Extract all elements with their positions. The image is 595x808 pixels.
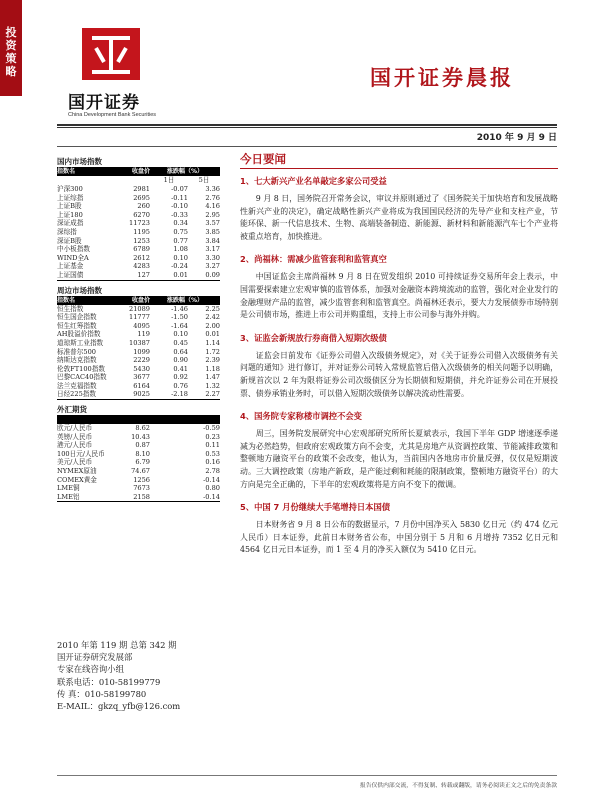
row-change-1d: -2.18 [171, 390, 188, 399]
row-close: 1256 [133, 475, 150, 484]
row-change-1d: 0.75 [173, 227, 188, 236]
row-change-5d: 3.17 [205, 245, 220, 254]
row-close: 2612 [133, 253, 150, 262]
table-row [57, 467, 220, 476]
row-close: 0.87 [135, 441, 150, 450]
table-row [57, 484, 220, 493]
header-rule-thin [57, 127, 557, 128]
domestic-table-header [57, 167, 220, 176]
news-item-body: 中国证监会主席尚福林 9 月 8 日在贸发组织 2010 可持续证券交易所年会上表示，中国需要探索建立宏观审慎的监管体系，加强对金融资本跨境流动的监管，强化对企业发行的金融理财产品的监管，减少监管套利和监管真空。尚福林还表示，要大力发展债券市场特别是公司债市场，推进上市公司并购重组，支持上市公司参与海外并购。 [240, 272, 558, 320]
row-name: 上证B股 [57, 202, 82, 211]
row-change-5d: -0.59 [203, 424, 220, 433]
row-name: 上证基金 [57, 262, 84, 271]
row-change-5d: 0.53 [205, 449, 220, 458]
row-close: 6789 [133, 245, 150, 254]
row-change-5d: 0.09 [205, 270, 220, 279]
tab-char: 资 [5, 39, 17, 52]
row-change-1d: -0.24 [171, 262, 188, 271]
news-list [240, 175, 558, 557]
logo-text-cn: 国开证券 [68, 93, 140, 113]
global-title: 周边市场指数 [57, 285, 102, 295]
col-close: 收盘价 [131, 296, 150, 304]
fx-table [57, 424, 220, 502]
row-close: 6164 [133, 381, 150, 390]
table-row [57, 322, 220, 331]
row-change-5d: 0.01 [205, 330, 220, 339]
news-item-title: 2、尚福林：需减少监管套利和监管真空 [240, 254, 387, 265]
row-close: 119 [137, 330, 150, 339]
row-close: 6.79 [135, 458, 150, 467]
row-change-1d: 0.76 [173, 381, 188, 390]
news-item-title: 5、中国 7 月份继续大手笔增持日本国债 [240, 502, 391, 513]
disclaimer: 报告仅供内部交流，不得复制、转载或翻版，请务必阅读正文之后的免责条款 [359, 783, 557, 789]
news-item-body: 证监会日前发布《证券公司借入次级债务规定》，对《关于证券公司借入次级债务有关问题的通知》进行修订，并对证券公司转入常规监管后借入次级债务的相关问题予以明确，新规首次以 2 年为限将证券公司次级债区分为长期债和短期债，并允许证券公司在开展投票、债券承销业务时，可以借入短期次级债务以解决流动性需要。 [240, 350, 558, 398]
news-heading-rule [240, 168, 558, 169]
table-row [57, 202, 220, 211]
row-change-1d [150, 467, 188, 476]
row-name: 恒生指数 [57, 304, 84, 313]
global-table-header [57, 296, 220, 305]
phone: 联系电话：010-58199779 [57, 676, 161, 687]
row-change-1d: 0.90 [173, 356, 188, 365]
row-close: 2981 [133, 185, 150, 193]
row-name: 100日元/人民币 [57, 449, 105, 458]
row-change-5d: -0.14 [203, 475, 220, 484]
row-change-1d: 0.92 [173, 373, 188, 382]
row-close: 127 [137, 270, 150, 279]
row-close: 11777 [129, 313, 150, 322]
news-item-title: 1、七大新兴产业名单敲定多家公司受益 [240, 176, 387, 186]
table-row [57, 424, 220, 433]
row-change-5d: 2.39 [205, 356, 220, 365]
row-name: 深综指 [57, 227, 77, 236]
row-close: 10387 [129, 338, 150, 347]
table-row [57, 476, 220, 485]
row-name: AH股溢价指数 [57, 330, 101, 339]
row-change-1d: -1.50 [171, 313, 188, 322]
row-change-1d: 0.41 [173, 364, 188, 373]
row-change-5d: 2.78 [205, 467, 220, 476]
row-change-5d: 1.32 [205, 381, 220, 390]
row-close: 21089 [129, 304, 150, 313]
row-change-5d: 4.16 [205, 202, 220, 211]
row-close: 6270 [133, 210, 150, 219]
row-change-1d [150, 484, 188, 493]
col-change: 涨跌幅（%） [166, 296, 203, 304]
domestic-table [57, 185, 220, 281]
row-change-5d: 2.42 [205, 313, 220, 322]
row-change-5d: 2.95 [205, 210, 220, 219]
table-row [57, 433, 220, 442]
table-row [57, 262, 220, 271]
row-close: 9025 [133, 390, 150, 399]
row-change-1d: -0.07 [171, 185, 188, 193]
news-item-body: 周三，国务院发展研究中心宏观部研究所所长夏斌表示，我国下半年 GDP 增速逐季递减为必然趋势，但政府宏观政策方向不会变，尤其是房地产从资调控政策、节能减排政策和整顿地方融资平台的政策不会改变，他认为，当前国内各地房市价量反弹，仅仅是短期波动。三大调控政策（房地产新政，是产能过剩和耗能的限制政策，整顿地方融资平台）的大方向是完全正确的，下半年的宏观政策将是方向不变下的微调。 [240, 429, 558, 489]
row-name: 美元/人民币 [57, 458, 93, 467]
row-close: 74.67 [131, 467, 150, 476]
row-name: 中小板指数 [57, 245, 90, 254]
table-row [57, 211, 220, 220]
global-table [57, 305, 220, 401]
row-change-5d: -0.14 [203, 492, 220, 501]
row-change-5d: 2.25 [205, 304, 220, 313]
table-row [57, 330, 220, 339]
report-date: 2010 年 9 月 9 日 [476, 133, 557, 143]
domestic-title: 国内市场指数 [57, 157, 102, 166]
sub-1d: 1日 [163, 176, 175, 184]
table-row [57, 254, 220, 263]
fax: 传 真：010-58199780 [57, 688, 147, 699]
logo-text-en: China Development Bank Securities [68, 112, 157, 118]
row-change-5d: 3.30 [205, 253, 220, 262]
table-row [57, 305, 220, 314]
row-name: 上证国债 [57, 270, 84, 279]
news-heading: 今日要闻 [240, 152, 286, 166]
market-sidebar [57, 156, 220, 506]
row-name: 道琼斯工业指数 [57, 338, 104, 347]
row-name: LME铝 [57, 492, 80, 501]
row-close: 1099 [133, 347, 150, 356]
news-column [240, 147, 558, 567]
row-close: 4283 [133, 262, 150, 271]
news-item-body: 9 月 8 日，国务院召开常务会议，审议并原则通过了《国务院关于加快培育和发展战略性新兴产业的决定》，确定战略性新兴产业将成为我国国民经济的先导产业和支柱产业，节能环保、新一代信息技术、生物、高端装备制造、新能源、新材料和新能源汽车七个产业将被重点培育，加快推进。 [240, 194, 558, 241]
col-name: 指数名 [57, 168, 76, 175]
row-close: 10.43 [131, 432, 150, 441]
row-name: 上证180 [57, 210, 83, 219]
row-change-5d: 2.00 [205, 321, 220, 330]
tab-char: 投 [5, 26, 17, 39]
news-item-title: 4、国务院专家称楼市调控不会变 [240, 411, 362, 422]
table-row [57, 313, 220, 322]
col-name: 指数名 [57, 296, 76, 304]
row-change-5d: 2.27 [205, 390, 220, 399]
row-name: 上证综指 [57, 193, 84, 202]
table-row [57, 382, 220, 391]
domestic-subheader [57, 176, 220, 185]
row-name: 标准普尔500 [57, 347, 96, 356]
table-row [57, 450, 220, 459]
row-change-1d [150, 441, 188, 450]
row-change-1d: 1.08 [173, 245, 188, 254]
row-close: 2158 [133, 492, 150, 501]
row-name: 巴黎CAC40指数 [57, 373, 107, 382]
table-row [57, 390, 220, 399]
table-row [57, 373, 220, 382]
row-name: 英镑/人民币 [57, 432, 93, 441]
tab-char: 策 [5, 52, 17, 65]
row-change-1d: 0.01 [173, 270, 188, 279]
row-change-5d: 0.16 [205, 458, 220, 467]
fx-table-header [57, 415, 220, 424]
row-change-5d: 1.14 [205, 338, 220, 347]
table-row [57, 356, 220, 365]
row-name: NYMEX原油 [57, 467, 97, 476]
row-change-1d [150, 450, 188, 459]
row-close: 2695 [133, 193, 150, 202]
row-change-1d: -1.46 [171, 304, 188, 313]
issue-number: 2010 年第 119 期 总第 342 期 [57, 640, 177, 650]
row-change-1d [150, 476, 188, 485]
row-name: 纳斯达克指数 [57, 356, 97, 365]
table-row [57, 219, 220, 228]
row-change-1d: 0.10 [173, 330, 188, 339]
table-row [57, 339, 220, 348]
tab-char: 略 [5, 65, 17, 78]
row-name: LME铜 [57, 484, 80, 493]
table-row [57, 194, 220, 203]
row-close: 3677 [133, 373, 150, 382]
table-row [57, 245, 220, 254]
table-row [57, 185, 220, 194]
row-close: 1195 [133, 227, 150, 236]
row-close: 4095 [133, 321, 150, 330]
table-row [57, 348, 220, 357]
row-name: 伦敦FT100指数 [57, 364, 105, 373]
table-row [57, 458, 220, 467]
row-change-5d: 3.84 [205, 236, 220, 245]
row-change-5d: 0.80 [205, 484, 220, 493]
department: 国开证券研究发展部 [57, 652, 133, 663]
logo-mark-icon [82, 28, 140, 80]
expert-group: 专家在线咨询小组 [57, 664, 124, 675]
header-rule [57, 124, 557, 126]
row-name: COMEX黄金 [57, 475, 97, 484]
row-change-1d: -1.64 [171, 321, 188, 330]
row-change-5d: 3.36 [205, 185, 220, 193]
row-change-1d: 0.64 [173, 347, 188, 356]
row-name: 日经225指数 [57, 390, 96, 399]
row-name: 深证成指 [57, 219, 84, 228]
row-close: 260 [137, 202, 150, 211]
row-close: 5430 [133, 364, 150, 373]
row-change-1d: 0.77 [173, 236, 188, 245]
row-change-1d: 0.34 [173, 219, 188, 228]
footer-rule [57, 775, 557, 776]
section-tab [0, 0, 22, 96]
row-change-5d: 1.72 [205, 347, 220, 356]
row-close: 11723 [129, 219, 150, 228]
row-change-5d: 0.23 [205, 432, 220, 441]
report-title: 国开证券晨报 [370, 66, 514, 90]
row-change-1d: 0.10 [173, 253, 188, 262]
row-change-5d: 1.18 [205, 364, 220, 373]
table-row [57, 493, 220, 502]
row-change-5d: 2.76 [205, 193, 220, 202]
row-close: 7673 [133, 484, 150, 493]
row-name: 深证B股 [57, 236, 82, 245]
table-row [57, 365, 220, 374]
row-change-1d [150, 433, 188, 442]
sub-5d: 5日 [198, 176, 210, 184]
row-change-5d: 1.47 [205, 373, 220, 382]
row-change-5d: 3.27 [205, 262, 220, 271]
row-change-1d: -0.10 [171, 202, 188, 211]
row-name: 恒生国企指数 [57, 313, 97, 322]
table-row [57, 237, 220, 246]
news-item-body: 日本财务省 9 月 8 日公布的数据显示，7 月份中国净买入 5830 亿日元（约 474 亿元人民币）日本证券，此前日本财务省公布，中国分别于 5 月和 6 月增持 7352 亿日元和 4564 亿日元日本证券，而 1 至 4 月的净买入额仅为 5410 亿日元。 [240, 520, 558, 555]
table-row [57, 271, 220, 280]
row-change-5d: 3.85 [205, 227, 220, 236]
row-name: 恒生红筹指数 [57, 321, 97, 330]
email-link[interactable]: E-MAIL：gkzq_yfb@126.com [57, 701, 181, 712]
col-close: 收盘价 [131, 168, 150, 175]
row-name: 沪深300 [57, 185, 83, 193]
row-name: 欧元/人民币 [57, 424, 93, 433]
row-change-5d: 0.11 [205, 441, 220, 450]
fx-title: 外汇期货 [57, 405, 87, 415]
row-change-1d [150, 458, 188, 467]
row-close: 8.10 [135, 449, 150, 458]
row-change-5d: 3.57 [205, 219, 220, 228]
col-change: 涨跌幅（%） [166, 168, 203, 175]
row-change-1d: 0.45 [173, 338, 188, 347]
row-change-1d [150, 493, 188, 502]
contact-info [57, 639, 227, 712]
row-change-1d [150, 424, 188, 433]
row-change-1d: -0.11 [171, 193, 188, 202]
table-row [57, 228, 220, 237]
table-row [57, 441, 220, 450]
row-name: 港元/人民币 [57, 441, 93, 450]
news-item-title: 3、证监会新规放行券商借入短期次级债 [240, 332, 387, 343]
row-change-1d: -0.33 [171, 210, 188, 219]
row-close: 2229 [133, 356, 150, 365]
row-name: WIND全A [57, 253, 89, 262]
row-name: 法兰克福指数 [57, 381, 97, 390]
row-close: 8.62 [135, 424, 150, 433]
row-close: 1253 [133, 236, 150, 245]
